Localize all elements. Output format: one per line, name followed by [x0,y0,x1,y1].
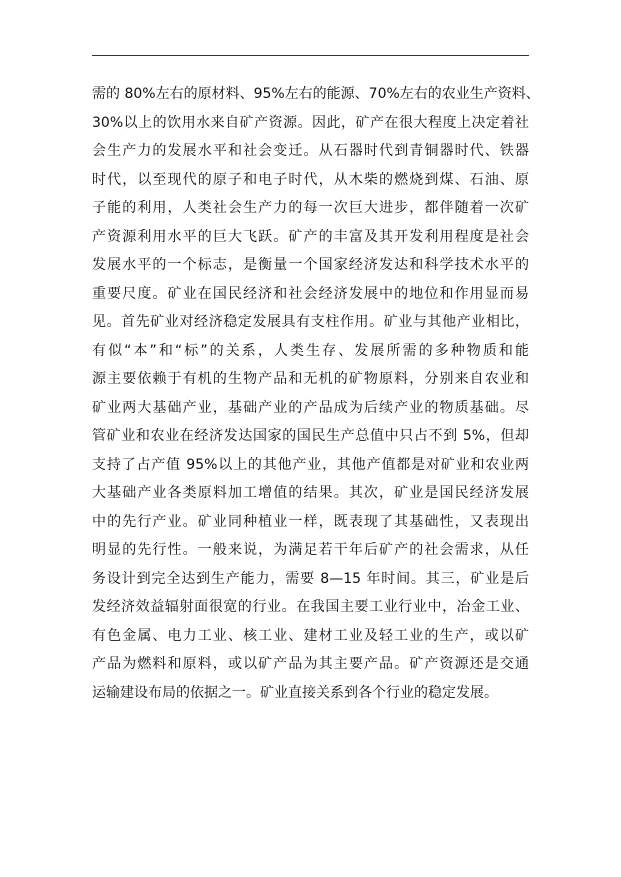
text-line: 产资源利用水平的巨大飞跃。矿产的丰富及其开发利用程度是社会 [92,228,529,245]
text-line: 有色金属、电力工业、核工业、建材工业及轻工业的生产，或以矿 [92,627,529,644]
text-line: 需的 80%左右的原材料、95%左右的能源、70%左右的农业生产资料、 [92,86,540,102]
text-line: 源主要依赖于有机的生物产品和无机的矿物原料，分别来自农业和 [92,371,529,387]
text-line: 大基础产业各类原料加工增值的结果。其次，矿业是国民经济发展 [92,485,529,501]
text-line: 发展水平的一个标志，是衡量一个国家经济发达和科学技术水平的 [92,257,529,273]
header-rule [92,55,529,56]
text-line: 30%以上的饮用水来自矿产资源。因此，矿产在很大程度上决定着社 [92,114,529,131]
text-line: 见。首先矿业对经济稳定发展具有支柱作用。矿业与其他产业相比， [92,314,529,330]
text-line: 产品为燃料和原料，或以矿产品为其主要产品。矿产资源还是交通 [92,656,529,672]
text-line: 管矿业和农业在经济发达国家的国民生产总值中只占不到 5%，但却 [92,428,529,444]
text-line: 有似“本”和“标”的关系，人类生存、发展所需的多种物质和能 [92,342,529,359]
text-line: 重要尺度。矿业在国民经济和社会经济发展中的地位和作用显而易 [92,285,529,302]
text-line: 支持了占产值 95%以上的其他产业，其他产值都是对矿业和农业两 [92,456,529,473]
text-line: 发经济效益辐射面很宽的行业。在我国主要工业行业中，冶金工业、 [92,599,529,615]
text-line: 矿业两大基础产业，基础产业的产品成为后续产业的物质基础。尽 [92,399,529,416]
text-line: 子能的利用，人类社会生产力的每一次巨大进步，都伴随着一次矿 [92,200,529,216]
text-line: 明显的先行性。一般来说，为满足若干年后矿产的社会需求，从任 [92,542,529,558]
text-line: 务设计到完全达到生产能力，需要 8—15 年时间。其三，矿业是后 [92,570,529,587]
body-text [92,80,540,707]
text-line: 中的先行产业。矿业同种植业一样，既表现了其基础性，又表现出 [92,513,529,530]
text-line: 时代，以至现代的原子和电子时代，从木柴的燃烧到煤、石油、原 [92,171,529,188]
text-line: 会生产力的发展水平和社会变迁。从石器时代到青铜器时代、铁器 [92,143,529,159]
text-line-last: 运输建设布局的依据之一。矿业直接关系到各个行业的稳定发展。 [92,684,498,701]
